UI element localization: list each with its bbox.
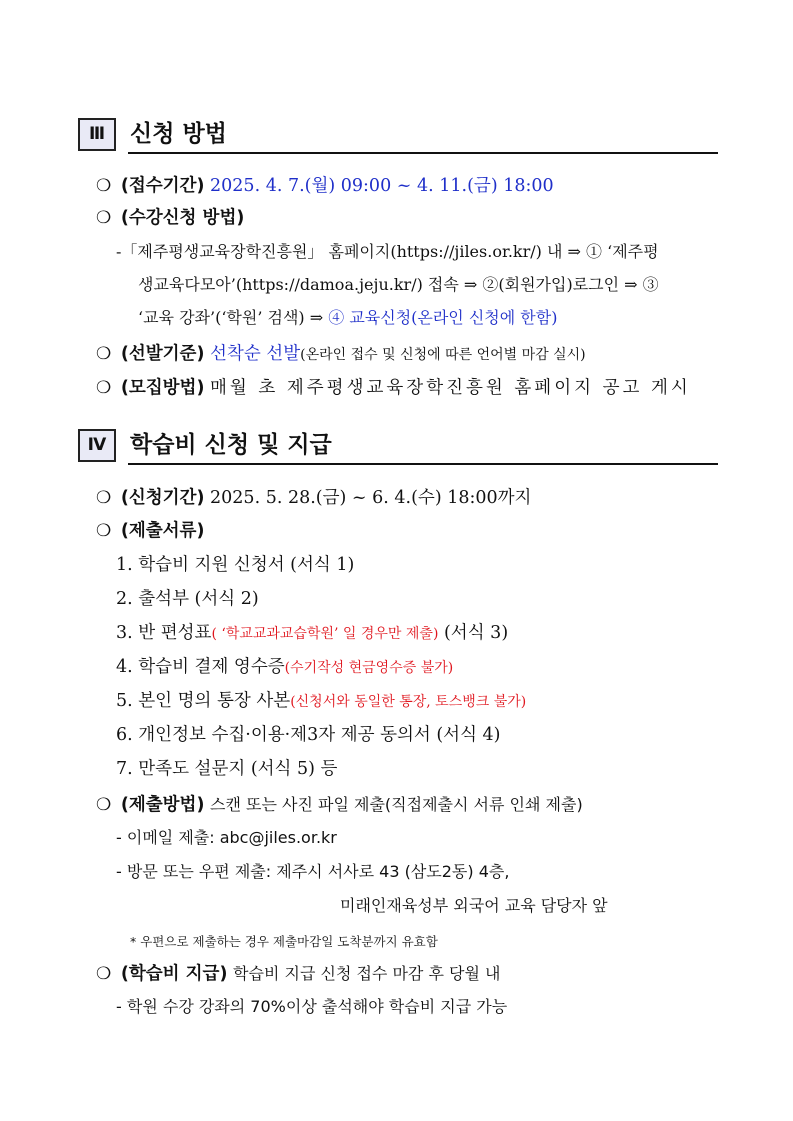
docs-label: (제출서류): [120, 521, 205, 541]
doc-item-note: (신청서와 동일한 통장, 토스뱅크 불가): [290, 694, 527, 710]
circle-bullet-icon: ❍: [96, 378, 112, 398]
section-title: 신청 방법: [130, 121, 227, 147]
delivery-note: * 우편으로 제출하는 경우 제출마감일 도착분까지 유효함: [130, 934, 438, 949]
selection-note: (온라인 접수 및 신청에 따른 언어별 마감 실시): [300, 347, 586, 363]
doc-item-text: 6. 개인정보 수집·이용·제3자 제공 동의서 (서식 4): [116, 725, 501, 745]
doc-item-text: 2. 출석부 (서식 2): [116, 589, 259, 609]
circle-bullet-icon: ❍: [96, 521, 112, 541]
apply-period-item: [96, 486, 531, 510]
selection-value: 선착순 선발: [210, 344, 301, 364]
method-step-1: -「제주평생교육장학진흥원」 홈페이지(https://jiles.or.kr/) 내 ⇒ ① ‘제주평: [116, 242, 659, 261]
method-item: [96, 206, 244, 230]
doc-item-text: 1. 학습비 지원 신청서 (서식 1): [116, 555, 355, 575]
submit-label: (제출방법): [120, 795, 205, 815]
section-title: 학습비 신청 및 지급: [130, 432, 332, 458]
doc-item: [116, 553, 354, 577]
doc-item-text: 5. 본인 명의 통장 사본: [116, 691, 291, 711]
doc-item: [116, 689, 526, 714]
period-value: 2025. 4. 7.(월) 09:00 ~ 4. 11.(금) 18:00: [210, 176, 554, 196]
apply-value: 2025. 5. 28.(금) ~ 6. 4.(수) 18:00까지: [210, 488, 532, 508]
doc-item-note: (수기작성 현금영수증 불가): [284, 660, 454, 676]
section-divider: [128, 152, 718, 154]
period-item: [96, 174, 554, 198]
payment-item: [96, 962, 500, 986]
circle-bullet-icon: ❍: [96, 795, 112, 815]
period-label: (접수기간): [120, 176, 205, 196]
recruit-item: [96, 376, 691, 400]
method-step-2: 생교육다모아’(https://damoa.jeju.kr/) 접속 ⇒ ②(회원가입)로그인 ⇒ ③: [138, 275, 659, 294]
payment-label: (학습비 지급): [120, 964, 228, 984]
section-number-box: Ⅲ: [78, 118, 116, 151]
submit-value: 스캔 또는 사진 파일 제출(직접제출시 서류 인쇄 제출): [210, 795, 583, 814]
payment-condition: - 학원 수강 강좌의 70%이상 출석해야 학습비 지급 가능: [116, 997, 508, 1016]
payment-value: 학습비 지급 신청 접수 마감 후 당월 내: [233, 964, 501, 983]
method-step-3-text: ‘교육 강좌’(‘학원’ 검색) ⇒: [138, 308, 329, 327]
method-step-3: [138, 306, 557, 330]
doc-item-text: 3. 반 편성표: [116, 623, 212, 643]
circle-bullet-icon: ❍: [96, 344, 112, 364]
section-4-header: [78, 429, 718, 465]
recruit-label: (모집방법): [120, 378, 205, 398]
section-3-header: [78, 118, 718, 154]
section-divider: [128, 463, 718, 465]
doc-item: [116, 655, 453, 680]
selection-item: [96, 342, 586, 367]
circle-bullet-icon: ❍: [96, 488, 112, 508]
submit-visit-recipient: 미래인재육성부 외국어 교육 담당자 앞: [340, 896, 608, 915]
circle-bullet-icon: ❍: [96, 176, 112, 196]
circle-bullet-icon: ❍: [96, 964, 112, 984]
doc-item-suffix: (서식 3): [438, 623, 509, 643]
doc-item-text: 7. 만족도 설문지 (서식 5) 등: [116, 759, 338, 779]
submit-visit: - 방문 또는 우편 제출: 제주시 서사로 43 (삼도2동) 4층,: [116, 862, 510, 881]
selection-label: (선발기준): [120, 344, 205, 364]
method-step-3-highlight: ④ 교육신청(온라인 신청에 한함): [328, 308, 558, 327]
submit-email: - 이메일 제출: abc@jiles.or.kr: [116, 828, 337, 847]
doc-item: [116, 587, 259, 611]
method-label: (수강신청 방법): [120, 208, 245, 228]
section-number-box: Ⅳ: [78, 429, 116, 462]
doc-item: [116, 621, 508, 646]
apply-label: (신청기간): [120, 488, 205, 508]
circle-bullet-icon: ❍: [96, 208, 112, 228]
doc-item: [116, 723, 501, 747]
submit-method-item: [96, 793, 583, 817]
recruit-value: 매월 초 제주평생교육장학진흥원 홈페이지 공고 게시: [210, 378, 691, 398]
doc-item-note: ( ‘학교교과교습학원’ 일 경우만 제출): [211, 626, 439, 642]
docs-item: [96, 519, 204, 543]
doc-item: [116, 757, 337, 781]
doc-item-text: 4. 학습비 결제 영수증: [116, 657, 285, 677]
